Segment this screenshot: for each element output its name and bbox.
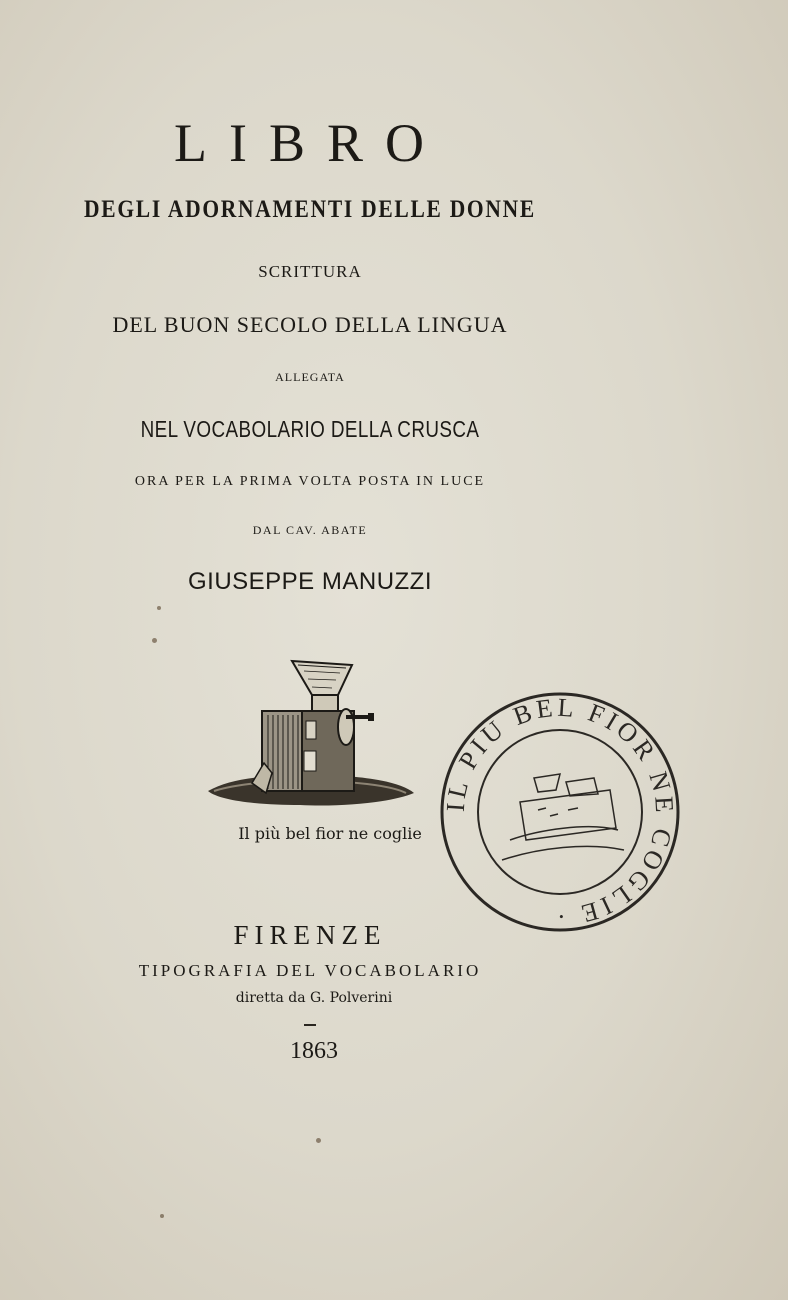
imprint-printer: TIPOGRAFIA DEL VOCABOLARIO: [138, 961, 482, 980]
book-title: LIBRO: [174, 113, 446, 173]
line-dal-cav-abate: DAL CAV. ABATE: [252, 523, 368, 537]
line-buon-secolo: DEL BUON SECOLO DELLA LINGUA: [112, 312, 508, 337]
line-scrittura: SCRITTURA: [258, 262, 362, 281]
flour-mill-icon: [200, 655, 420, 815]
paper-speck: [152, 638, 157, 643]
book-subtitle: DEGLI ADORNAMENTI DELLE DONNE: [84, 196, 536, 223]
stamp-mill-icon: [502, 774, 624, 860]
line-allegata: ALLEGATA: [275, 370, 345, 384]
paper-speck: [316, 1138, 321, 1143]
imprint-divider: [304, 1024, 316, 1026]
library-stamp: [438, 690, 682, 934]
line-ora-per-la-prima-volta: ORA PER LA PRIMA VOLTA POSTA IN LUCE: [134, 474, 486, 489]
stamp-text: IL PIU BEL FIOR NE COGLIE ·: [440, 692, 680, 932]
author-name: GIUSEPPE MANUZZI: [187, 568, 433, 595]
imprint-director: diretta da G. Polverini: [235, 990, 393, 1006]
paper-speck: [160, 1214, 164, 1218]
imprint-city: FIRENZE: [233, 920, 387, 950]
device-motto: Il più bel fior ne coglie: [238, 824, 422, 843]
imprint-year: 1863: [290, 1038, 338, 1064]
paper-speck: [157, 606, 161, 610]
line-vocabolario: NEL VOCABOLARIO DELLA CRUSCA: [140, 416, 480, 442]
